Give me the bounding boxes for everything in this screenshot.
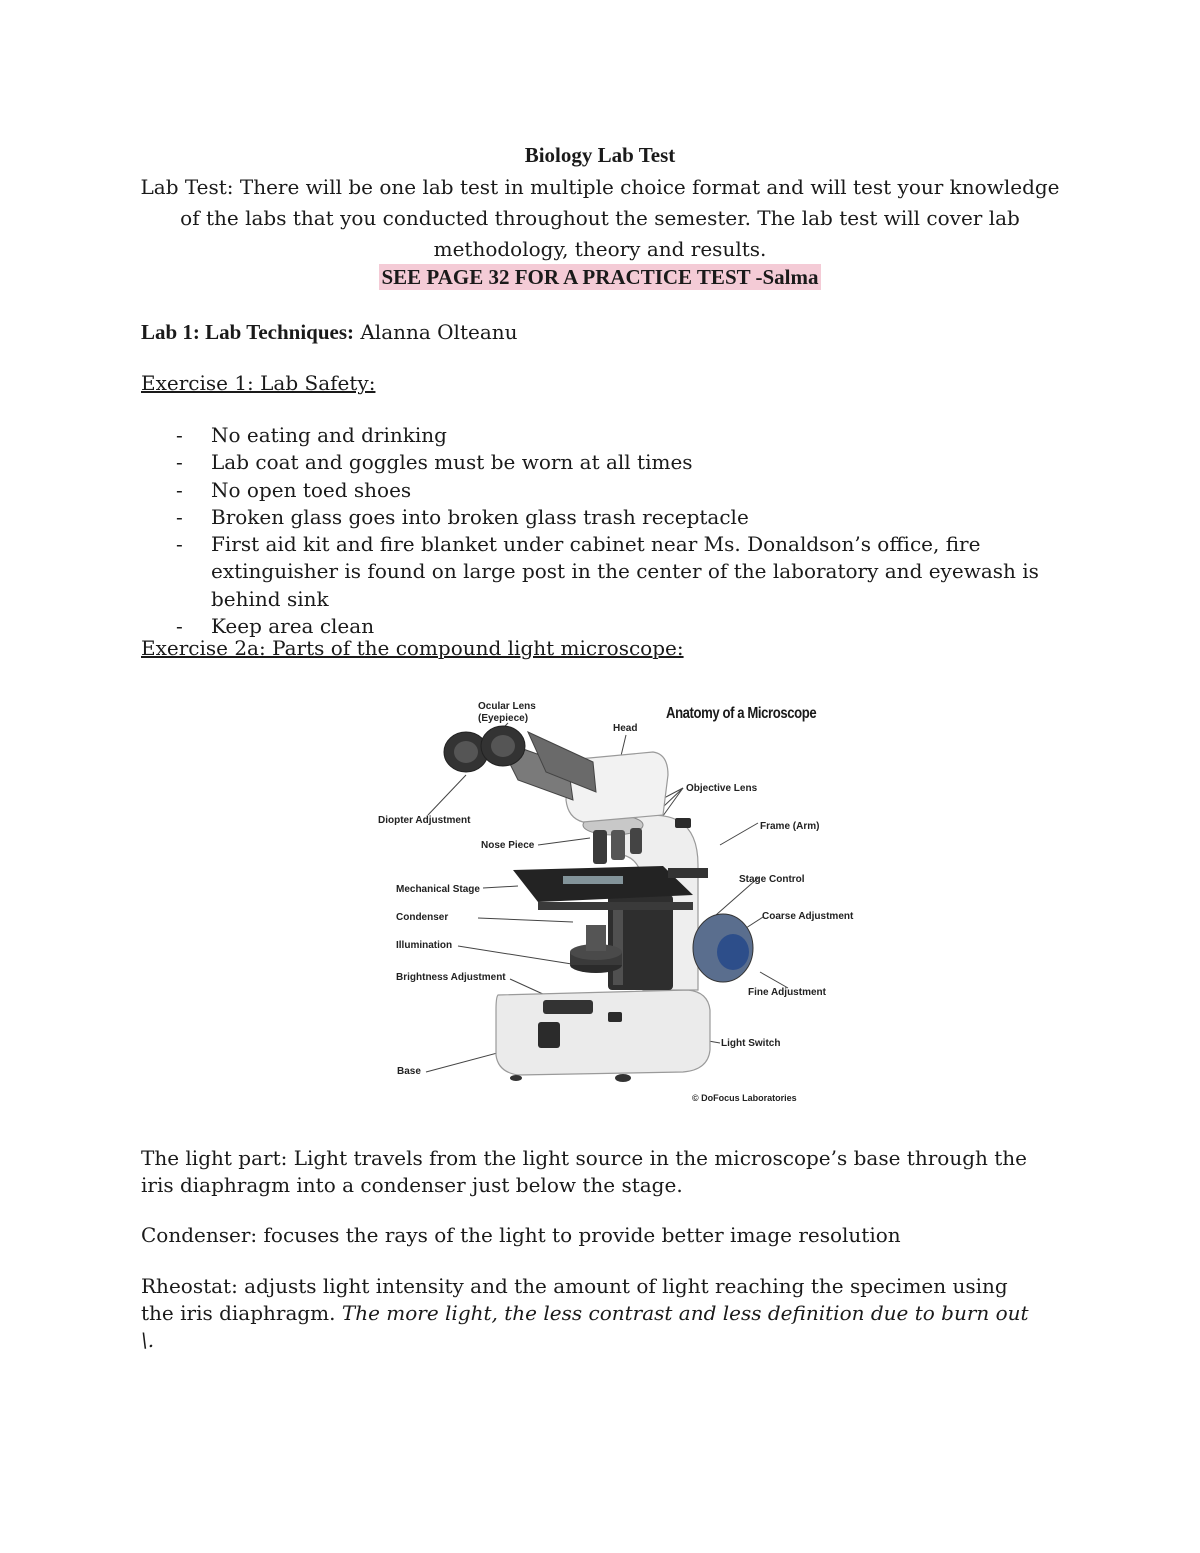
label-mechanical-stage: Mechanical Stage (396, 884, 480, 895)
label-fine-adjustment: Fine Adjustment (748, 987, 826, 998)
condenser-paragraph: Condenser: focuses the rays of the light to provide better image resolution (141, 1223, 901, 1247)
lab1-heading: Lab 1: Lab Techniques: (141, 320, 354, 344)
document-title: Biology Lab Test (524, 143, 676, 167)
list-item-text: Lab coat and goggles must be worn at all times (211, 450, 693, 475)
label-base: Base (397, 1066, 421, 1077)
label-nose-piece: Nose Piece (481, 840, 535, 851)
label-light-switch: Light Switch (721, 1038, 781, 1049)
label-objective-lens: Objective Lens (686, 783, 758, 794)
list-item-text: First aid kit and fire blanket under cabinet near Ms. Donaldson’s office, fire extinguisher is found on large post in the center of the laboratory and eyewash is behind sink (211, 532, 1039, 611)
light-part-paragraph: The light part: Light travels from the light source in the microscope’s base through the iris diaphragm into a condenser just below the stage. (141, 1146, 1027, 1197)
rheostat-paragraph (141, 1273, 1041, 1354)
label-frame-arm: Frame (Arm) (760, 821, 820, 832)
exercise1-heading: Exercise 1: Lab Safety: (141, 371, 376, 395)
label-stage-control: Stage Control (739, 874, 805, 885)
lab1-heading-line (141, 320, 1081, 345)
label-eyepiece: (Eyepiece) (478, 713, 529, 724)
safety-rules-list (141, 422, 1081, 640)
list-item (141, 477, 1081, 504)
list-item (141, 504, 1081, 531)
list-item-text: Keep area clean (211, 614, 375, 639)
microscope-drawing (426, 723, 788, 1082)
list-item-text: No eating and drinking (211, 423, 447, 447)
bullet-dash: - (176, 477, 183, 502)
exercise2a-heading: Exercise 2a: Parts of the compound light microscope: (141, 636, 684, 660)
bullet-dash: - (176, 450, 183, 475)
practice-note-line (140, 265, 1060, 290)
list-item-text: No open toed shoes (211, 477, 412, 502)
label-diopter-adjustment: Diopter Adjustment (378, 815, 471, 826)
list-item (141, 449, 1081, 476)
rheostat-italic-note: The more light, the less contrast and less definition due to burn out \. (141, 1301, 1029, 1352)
label-condenser: Condenser (396, 912, 449, 923)
label-brightness-adjustment: Brightness Adjustment (396, 972, 506, 983)
intro-paragraph: Lab Test: There will be one lab test in multiple choice format and will test your knowledge of the labs that you conducted throughout the semester. The lab test will cover lab methodology, theory and results. (140, 175, 1060, 261)
lab1-author: Alanna Olteanu (354, 320, 518, 344)
label-ocular-lens: Ocular Lens (478, 701, 536, 712)
label-coarse-adjustment: Coarse Adjustment (762, 911, 854, 922)
bullet-dash: - (176, 504, 183, 529)
label-head: Head (613, 723, 638, 734)
list-item (141, 531, 1081, 613)
list-item-text: Broken glass goes into broken glass trash receptacle (211, 504, 749, 529)
figure-title: Anatomy of a Microscope (666, 705, 817, 722)
figure-credit: © DoFocus Laboratories (692, 1093, 797, 1103)
bullet-dash: - (176, 614, 183, 639)
label-illumination: Illumination (396, 940, 453, 951)
rheostat-text: Rheostat: adjusts light intensity and the amount of light reaching the specimen using the iris diaphragm. (141, 1274, 1008, 1325)
practice-test-note: SEE PAGE 32 FOR A PRACTICE TEST -Salma (381, 265, 819, 289)
bullet-dash: - (176, 423, 183, 447)
bullet-dash: - (176, 532, 183, 557)
list-item (141, 422, 1081, 449)
